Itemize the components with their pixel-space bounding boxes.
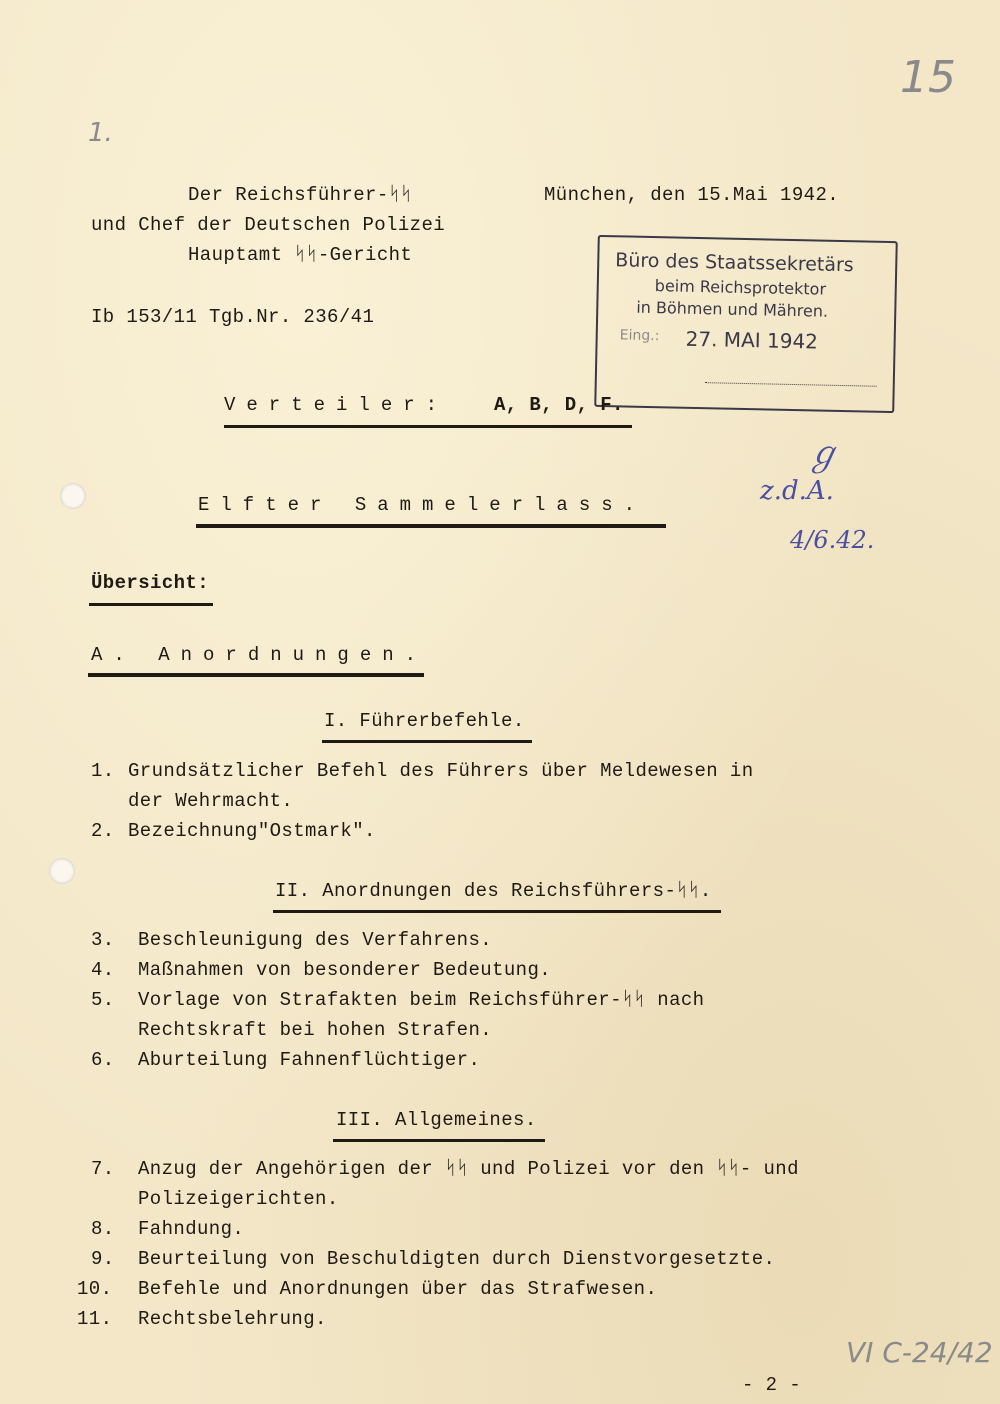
receipt-stamp — [594, 235, 898, 413]
blue-ink-note: z.d.A. — [760, 476, 834, 506]
item-text: Bezeichnung"Ostmark". — [128, 820, 376, 842]
item-number: 1. — [91, 760, 115, 782]
item-number: 4. — [91, 959, 115, 981]
top-left-mark: 1. — [88, 118, 113, 148]
section-3-heading: III. Allgemeines. — [336, 1109, 537, 1131]
item-text: Maßnahmen von besonderer Bedeutung. — [138, 959, 552, 981]
section-2-underline — [273, 910, 721, 913]
section-3-underline — [333, 1139, 545, 1142]
stamp-received-date: 27. MAI 1942 — [685, 326, 819, 354]
item-text-cont: Polizeigerichten. — [138, 1188, 339, 1210]
blue-ink-date: 4/6.42. — [790, 526, 875, 554]
place-date: München, den 15.Mai 1942. — [544, 184, 840, 206]
section-2-heading: II. Anordnungen des Reichsführers-ᛋᛋ. — [275, 880, 712, 902]
section-a-underline — [88, 673, 424, 677]
item-number: 8. — [91, 1218, 115, 1240]
folio-number: 15 — [900, 52, 956, 103]
section-1-underline — [322, 740, 532, 743]
item-text-cont: der Wehrmacht. — [128, 790, 294, 812]
item-number: 11. — [77, 1308, 113, 1330]
overview-underline — [89, 603, 213, 606]
sender-line-3: Hauptamt ᛋᛋ-Gericht — [188, 244, 413, 266]
item-text: Aburteilung Fahnenflüchtiger. — [138, 1049, 481, 1071]
overview-label: Übersicht: — [91, 572, 210, 594]
stamp-received-label: Eing.: — [619, 327, 660, 345]
item-text: Befehle und Anordnungen über das Strafwesen. — [138, 1278, 658, 1300]
stamp-dotted-line — [705, 382, 877, 387]
page-number: - 2 - — [742, 1374, 802, 1396]
punch-hole-bottom — [49, 858, 75, 884]
item-text: Anzug der Angehörigen der ᛋᛋ und Polizei vor den ᛋᛋ- und — [138, 1158, 799, 1180]
stamp-line-2: beim Reichsprotektor — [654, 276, 827, 299]
sender-line-2: und Chef der Deutschen Polizei — [91, 214, 446, 236]
blue-ink-initial: ℊ — [806, 434, 840, 474]
section-1-heading: I. Führerbefehle. — [324, 710, 525, 732]
punch-hole-top — [60, 483, 86, 509]
reference-number: Ib 153/11 Tgb.Nr. 236/41 — [91, 306, 375, 328]
title-underline — [196, 524, 666, 528]
distribution-label: Verteiler: — [224, 394, 449, 416]
item-text: Rechtsbelehrung. — [138, 1308, 327, 1330]
stamp-line-3: in Böhmen und Mähren. — [636, 297, 829, 321]
item-text: Grundsätzlicher Befehl des Führers über Meldewesen in — [128, 760, 754, 782]
section-a-heading: A. Anordnungen. — [91, 644, 428, 666]
sender-line-1: Der Reichsführer-ᛋᛋ — [188, 184, 413, 206]
item-number: 10. — [77, 1278, 113, 1300]
item-text: Beurteilung von Beschuldigten durch Dienstvorgesetzte. — [138, 1248, 776, 1270]
item-number: 2. — [91, 820, 115, 842]
item-number: 3. — [91, 929, 115, 951]
item-text: Fahndung. — [138, 1218, 245, 1240]
stamp-line-1: Büro des Staatssekretärs — [615, 249, 854, 277]
item-number: 7. — [91, 1158, 115, 1180]
item-text-cont: Rechtskraft bei hohen Strafen. — [138, 1019, 493, 1041]
distribution-value: A, B, D, F. — [494, 394, 624, 416]
item-number: 5. — [91, 989, 115, 1011]
document-title: Elfter Sammelerlass. — [198, 494, 647, 516]
item-number: 6. — [91, 1049, 115, 1071]
item-text: Beschleunigung des Verfahrens. — [138, 929, 493, 951]
item-number: 9. — [91, 1248, 115, 1270]
distribution-underline — [224, 425, 632, 428]
item-text: Vorlage von Strafakten beim Reichsführer-ᛋᛋ nach — [138, 989, 705, 1011]
bottom-pencil-note: VI C-24/42 — [846, 1336, 993, 1369]
